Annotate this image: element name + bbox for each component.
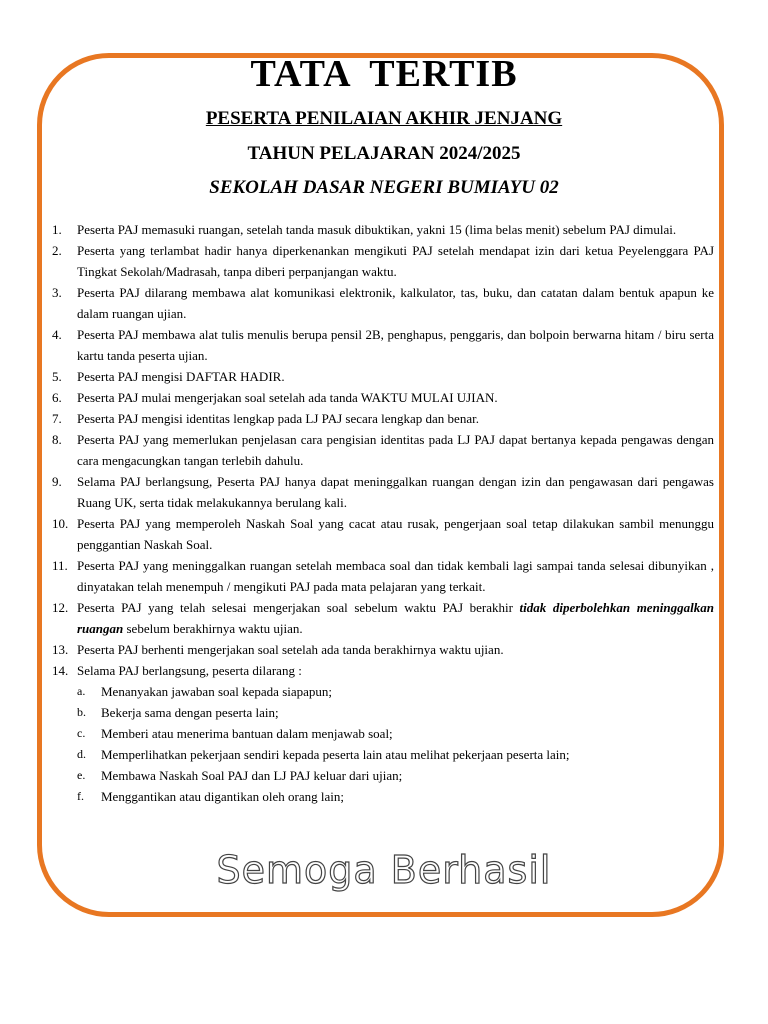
prohibition-text: Bekerja sama dengan peserta lain; — [101, 705, 279, 720]
subtitle-exam-text: PESERTA PENILAIAN AKHIR JENJANG — [205, 108, 563, 129]
prohibition-text: Membawa Naskah Soal PAJ dan LJ PAJ keluar dari ujian; — [101, 768, 403, 783]
prohibition-letter: f. — [77, 789, 84, 803]
rule-number: 2. — [52, 243, 62, 258]
rule-text: Selama PAJ berlangsung, peserta dilarang : — [77, 663, 302, 678]
rule-text: Peserta PAJ mulai mengerjakan soal setelah ada tanda WAKTU MULAI UJIAN. — [77, 390, 498, 405]
prohibition-text: Memberi atau menerima bantuan dalam menjawab soal; — [101, 726, 393, 741]
rule-number: 12. — [52, 600, 69, 615]
rule-number: 6. — [52, 390, 62, 405]
rule-number: 11. — [52, 558, 68, 573]
rule-number: 4. — [52, 327, 62, 342]
rule-text-after: sebelum berakhirnya waktu ujian. — [123, 621, 303, 636]
rule-number: 1. — [52, 222, 62, 237]
rule-number: 13. — [52, 642, 69, 657]
rule-text: Peserta PAJ yang memperoleh Naskah Soal yang cacat atau rusak, pengerjaan soal tetap dilakukan sambil menunggu penggantian Naskah Soal. — [77, 516, 714, 552]
rule-item — [52, 429, 714, 471]
rule-item — [52, 660, 714, 807]
rule-number: 8. — [52, 432, 62, 447]
prohibition-letter: d. — [77, 747, 86, 761]
prohibition-item — [77, 765, 714, 786]
rule-text: Peserta yang terlambat hadir hanya diperkenankan mengikuti PAJ setelah mendapat izin dari ketua Peyelenggara PAJ Tingkat Sekolah/Madrasah, tanpa diberi perpanjangan waktu. — [77, 243, 714, 279]
rule-item — [52, 387, 714, 408]
rule-number: 5. — [52, 369, 62, 384]
prohibition-item — [77, 744, 714, 765]
prohibition-letter: a. — [77, 684, 86, 698]
prohibitions-list — [77, 681, 714, 807]
prohibition-letter: e. — [77, 768, 86, 782]
rule-item — [52, 219, 714, 240]
rule-number: 9. — [52, 474, 62, 489]
rule-number: 7. — [52, 411, 62, 426]
rule-number: 10. — [52, 516, 69, 531]
prohibition-text: Menanyakan jawaban soal kepada siapapun; — [101, 684, 333, 699]
rule-item — [52, 282, 714, 324]
rule-emphasis: tidak diperbolehkan meninggalkan ruangan — [77, 600, 714, 636]
prohibition-item — [77, 702, 714, 723]
rule-text: Peserta PAJ yang telah selesai mengerjakan soal sebelum waktu PAJ berakhir — [77, 600, 520, 615]
rule-text: Peserta PAJ mengisi DAFTAR HADIR. — [77, 369, 285, 384]
rule-text: Peserta PAJ dilarang membawa alat komunikasi elektronik, kalkulator, tas, buku, dan catatan dalam bentuk apapun ke dalam ruangan ujian. — [77, 285, 714, 321]
rule-item — [52, 513, 714, 555]
rule-item — [52, 240, 714, 282]
prohibition-text: Memperlihatkan pekerjaan sendiri kepada peserta lain atau melihat pekerjaan peserta lain; — [101, 747, 570, 762]
rule-item — [52, 555, 714, 597]
rule-number: 3. — [52, 285, 62, 300]
rule-text: Peserta PAJ yang memerlukan penjelasan cara pengisian identitas pada LJ PAJ dapat bertanya kepada pengawas dengan cara mengacungkan tangan terlebih dahulu. — [77, 432, 714, 468]
rule-item — [52, 324, 714, 366]
prohibition-letter: c. — [77, 726, 86, 740]
subtitle-exam — [0, 106, 768, 132]
prohibition-letter: b. — [77, 705, 86, 719]
rule-number: 14. — [52, 663, 69, 678]
closing-message: Semoga Berhasil — [216, 848, 552, 892]
prohibition-item — [77, 681, 714, 702]
rule-item — [52, 639, 714, 660]
page-title: TATA TERTIB — [250, 53, 518, 95]
rule-item — [52, 471, 714, 513]
rule-item — [52, 408, 714, 429]
rule-text: Peserta PAJ yang meninggalkan ruangan setelah membaca soal dan tidak kembali lagi sampai tanda selesai dibunyikan , dinyatakan telah menempuh / mengikuti PAJ pada mata pelajaran yang terkait. — [77, 558, 714, 594]
subtitle-school: SEKOLAH DASAR NEGERI BUMIAYU 02 — [209, 177, 559, 198]
rule-text: Peserta PAJ berhenti mengerjakan soal setelah ada tanda berakhirnya waktu ujian. — [77, 642, 504, 657]
rule-text: Peserta PAJ memasuki ruangan, setelah tanda masuk dibuktikan, yakni 15 (lima belas menit) sebelum PAJ dimulai. — [77, 222, 677, 237]
prohibition-item — [77, 786, 714, 807]
rule-item — [52, 366, 714, 387]
rules-list — [52, 219, 714, 807]
rule-text: Peserta PAJ mengisi identitas lengkap pada LJ PAJ secara lengkap dan benar. — [77, 411, 479, 426]
subtitle-year: TAHUN PELAJARAN 2024/2025 — [247, 143, 521, 164]
rule-text: Peserta PAJ membawa alat tulis menulis berupa pensil 2B, penghapus, penggaris, dan bolpoin berwarna hitam / biru serta kartu tanda peserta ujian. — [77, 327, 714, 363]
rule-item — [52, 597, 714, 639]
rule-text: Selama PAJ berlangsung, Peserta PAJ hanya dapat meninggalkan ruangan dengan izin dan pengawasan dari pengawas Ruang UK, serta tidak melakukannya berulang kali. — [77, 474, 714, 510]
prohibition-text: Menggantikan atau digantikan oleh orang lain; — [101, 789, 344, 804]
prohibition-item — [77, 723, 714, 744]
